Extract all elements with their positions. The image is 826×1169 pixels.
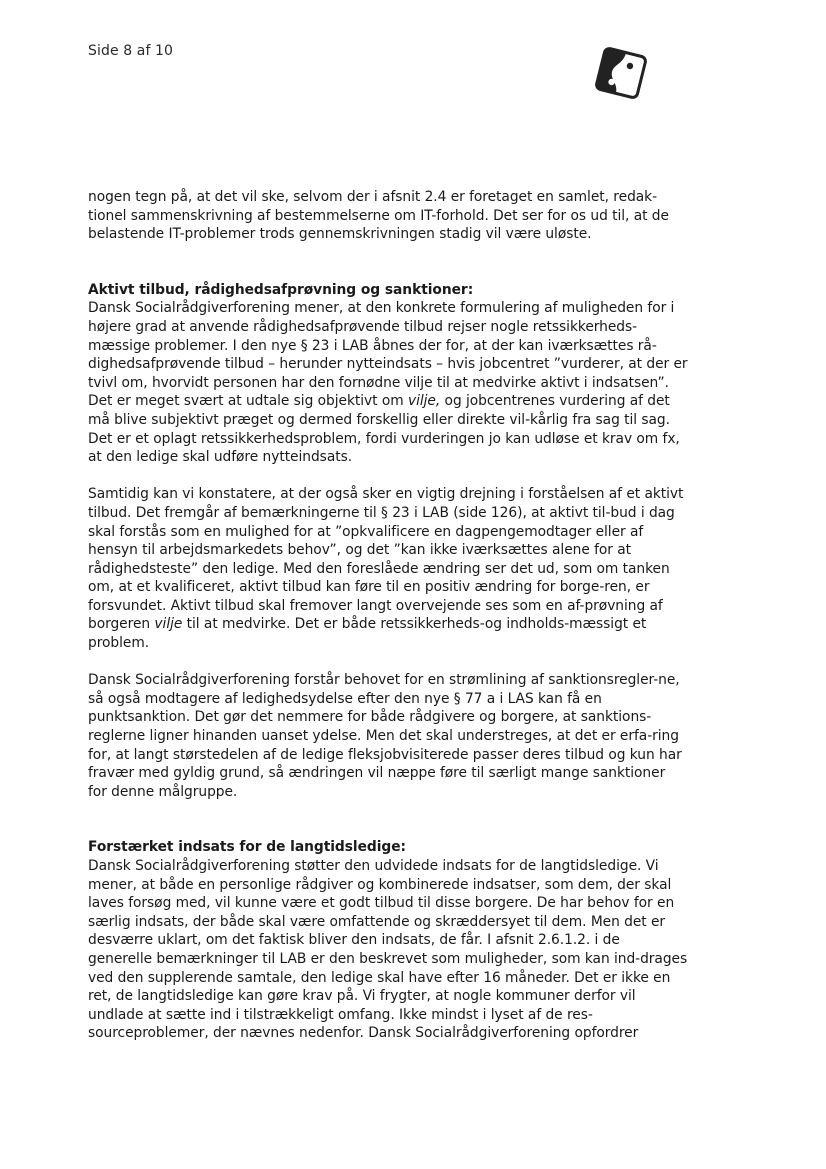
letter-body — [88, 188, 688, 1043]
section2-paragraph-1: Dansk Socialrådgiverforening støtter den udvidede indsats for de langtidsledige. Vi mener, at både en personlige rådgiver og kombinerede indsatser, som dem, der skal laves forsøg med, vil kunne være et godt tilbud til disse borgere. De har behov for en særlig indsats, der både skal være omfattende og skræddersyet til dem. Men det er desværre uklart, om det faktisk bliver den indsats, de får. I afsnit 2.6.1.2. i de generelle bemærkninger til LAB er den beskrevet som muligheder, som kan ind-drages ved den supplerende samtale, den ledige skal have efter 16 måneder. Det er ikke en ret, de langtidsledige kan gøre krav på. Vi frygter, at nogle kommuner derfor vil undlade at sætte ind i tilstrækkeligt omfang. Ikke mindst i lyset af de res-sourceproblemer, der nævnes nedenfor. Dansk Socialrådgiverforening opfordrer — [88, 858, 688, 1042]
section1-paragraph-2: Samtidig kan vi konstatere, at der også sker en vigtig drejning i forståelsen af et aktivt tilbud. Det fremgår af bemærkningerne til § 23 i LAB (side 126), at aktivt til-bud i dag skal forstås som en mulighed for at ”opkvalificere en dagpengemodtager eller af hensyn til arbejdsmarkedets behov”, og det ”kan ikke iværksættes alene for at rådighedsteste” den ledige. Med den foreslåede ændring ser det ud, som om tanken om, at et kvalificeret, aktivt tilbud kan føre til en positiv ændring for borge-ren, er forsvundet. Aktivt tilbud skal fremover langt overvejende ses som en af-prøvning af borgeren vilje til at medvirke. Det er både retssikkerheds-og indholds-mæssigt et problem. — [88, 486, 684, 652]
organization-logo-icon — [592, 44, 650, 102]
page-number: Side 8 af 10 — [88, 43, 174, 59]
section-heading-langtidsledige: Forstærket indsats for de langtidsledige: — [88, 839, 407, 856]
intro-paragraph: nogen tegn på, at det vil ske, selvom der i afsnit 2.4 er foretaget en samlet, redak-tionel sammenskrivning af bestemmelserne om IT-forhold. Det ser for os ud til, at de belastende IT-problemer trods gennemskrivningen stadig vil være uløste. — [88, 189, 669, 243]
section1-paragraph-3: Dansk Socialrådgiverforening forstår behovet for en strømlining af sanktionsregler-ne, så også modtagere af ledighedsydelse efter den nye § 77 a i LAS kan få en punktsanktion. Det gør det nemmere for både rådgivere og borgere, at sanktions-reglerne ligner hinanden uanset ydelse. Men det skal understreges, at det er erfa-ring for, at langt størstedelen af de ledige fleksjobvisiterede passer deres tilbud og kun har fravær med gyldig grund, så ændringen vil næppe føre til særligt mange sanktioner for denne målgruppe. — [88, 672, 682, 800]
section-heading-aktivt-tilbud: Aktivt tilbud, rådighedsafprøvning og sanktioner: — [88, 281, 474, 298]
section1-paragraph-1: Dansk Socialrådgiverforening mener, at den konkrete formulering af muligheden for i højere grad at anvende rådighedsafprøvende tilbud rejser nogle retssikkerheds-mæssige problemer. I den nye § 23 i LAB åbnes der for, at der kan iværksættes rå-dighedsafprøvende tilbud – herunder nytteindsats – hvis jobcentret ”vurderer, at der er tvivl om, hvorvidt personen har den fornødne vilje til at medvirke aktivt i indsatsen”. Det er meget svært at udtale sig objektivt om vilje, og jobcentrenes vurdering af det må blive subjektivt præget og dermed forskellig eller direkte vil-kårlig fra sag til sag. Det er et oplagt retssikkerhedsproblem, fordi vurderingen jo kan udløse et krav om fx, at den ledige skal udføre nytteindsats. — [88, 300, 688, 466]
